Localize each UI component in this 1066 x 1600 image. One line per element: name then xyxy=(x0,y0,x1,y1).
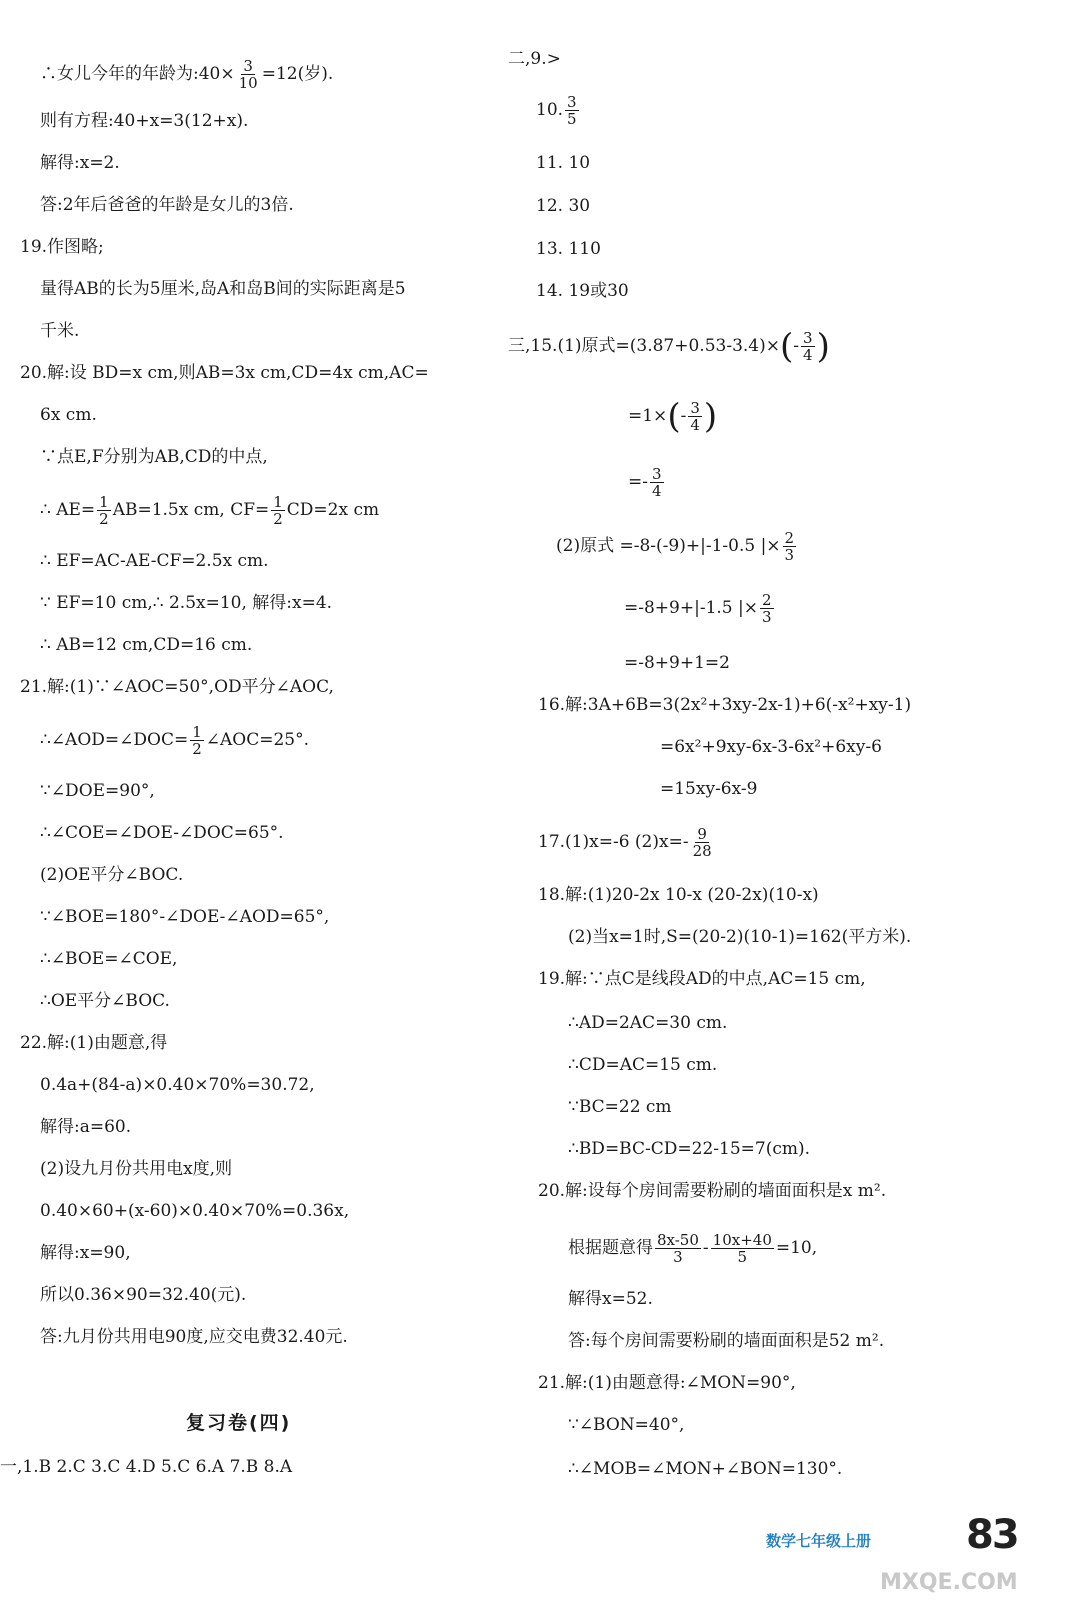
answer-line: 13. 110 xyxy=(536,239,601,259)
answer-line: ∵∠BON=40°, xyxy=(568,1415,685,1435)
fraction: $\frac{10x+40}{5}$ xyxy=(712,1231,772,1266)
answer-line: ∴OE平分∠BOC. xyxy=(40,991,170,1011)
question-18-heading: 18.解:(1)20-2x 10-x (20-2x)(10-x) xyxy=(538,885,819,905)
section-title: 复习卷(四) xyxy=(186,1412,292,1434)
answer-line: =1×(- $\frac{3}{4}$ ) xyxy=(628,396,718,437)
answer-line: =6x²+9xy-6x-3-6x²+6xy-6 xyxy=(660,737,882,757)
question-20-heading: 20.解:设每个房间需要粉刷的墙面面积是x m². xyxy=(538,1181,887,1201)
answer-line: ∵∠DOE=90°, xyxy=(40,781,155,801)
answer-line: 11. 10 xyxy=(536,153,591,173)
answer-line: =15xy-6x-9 xyxy=(660,779,758,799)
answer-line: ∴AD=2AC=30 cm. xyxy=(568,1013,728,1033)
answer-line: 0.40×60+(x-60)×0.40×70%=0.36x, xyxy=(40,1201,350,1221)
answer-line: =-8+9+1=2 xyxy=(624,653,730,673)
fraction: $\frac{2}{3}$ xyxy=(784,529,795,564)
answer-line: ∴∠MOB=∠MON+∠BON=130°. xyxy=(568,1459,843,1479)
answer-line: 则有方程:40+x=3(12+x). xyxy=(40,111,249,131)
answer-line: 量得AB的长为5厘米,岛A和岛B间的实际距离是5 xyxy=(40,279,406,299)
answer-line: ∴∠COE=∠DOE-∠DOC=65°. xyxy=(40,823,284,843)
answer-line: ∵点E,F分别为AB,CD的中点, xyxy=(40,447,268,467)
answer-line: 千米. xyxy=(40,321,80,341)
answer-line: (2)设九月份共用电x度,则 xyxy=(40,1159,233,1179)
answer-line: (2)原式 =-8-(-9)+|-1-0.5 |× $\frac{2}{3}$ xyxy=(556,529,795,564)
question-17-heading: 17.(1)x=-6 (2)x=- $\frac{9}{28}$ xyxy=(538,825,712,860)
fraction: $\frac{3}{5}$ xyxy=(567,93,577,128)
answer-line: 10. $\frac{3}{5}$ xyxy=(536,93,577,128)
answer-line: =-8+9+|-1.5 |× $\frac{2}{3}$ xyxy=(624,591,772,626)
answer-line: 答:2年后爸爸的年龄是女儿的3倍. xyxy=(40,195,294,215)
fraction: $\frac{2}{3}$ xyxy=(762,591,772,626)
watermark-text: MXQE.COM xyxy=(880,1570,1018,1595)
multiple-choice-answers: 一,1.B 2.C 3.C 4.D 5.C 6.A 7.B 8.A xyxy=(0,1457,293,1477)
answer-line: 6x cm. xyxy=(40,405,97,425)
fraction: $\frac{3}{4}$ xyxy=(652,465,662,500)
page-number: 83 xyxy=(966,1512,1018,1558)
answer-line: =- $\frac{3}{4}$ xyxy=(628,465,662,500)
answer-line: ∴BD=BC-CD=22-15=7(cm). xyxy=(568,1139,811,1159)
fraction: $\frac{1}{2}$ xyxy=(99,493,109,528)
fill-in-heading: 二,9.> xyxy=(508,49,561,69)
answer-line: ∴ AB=12 cm,CD=16 cm. xyxy=(40,635,253,655)
answer-line: ∴∠AOD=∠DOC= $\frac{1}{2}$ ∠AOC=25°. xyxy=(40,723,310,758)
fraction: $\frac{3}{4}$ xyxy=(803,329,813,364)
answer-line: 12. 30 xyxy=(536,196,591,216)
fraction: $\frac{1}{2}$ xyxy=(273,493,283,528)
question-19-heading: 19.作图略; xyxy=(20,237,104,257)
answer-line: 14. 19或30 xyxy=(536,281,629,301)
answer-line: ∴女儿今年的年龄为:40× $\frac{3}{10}$ =12(岁). xyxy=(40,57,334,92)
answer-line: 解得:x=2. xyxy=(40,153,120,173)
answer-line: 解得x=52. xyxy=(568,1289,653,1309)
answer-line: 解得:x=90, xyxy=(40,1243,131,1263)
answer-line: ∴CD=AC=15 cm. xyxy=(568,1055,718,1075)
question-22-heading: 22.解:(1)由题意,得 xyxy=(20,1033,168,1053)
calc-heading: 三,15.(1)原式=(3.87+0.53-3.4)×(- $\frac{3}{4}$ ) xyxy=(508,326,830,367)
answer-line: 答:九月份共用电90度,应交电费32.40元. xyxy=(40,1327,348,1347)
answer-line: (2)当x=1时,S=(20-2)(10-1)=162(平方米). xyxy=(568,927,912,947)
answer-line: ∵ EF=10 cm,∴ 2.5x=10, 解得:x=4. xyxy=(40,593,333,613)
question-21-heading: 21.解:(1)由题意得:∠MON=90°, xyxy=(538,1373,796,1393)
book-title-label: 数学七年级上册 xyxy=(766,1532,872,1550)
question-16-heading: 16.解:3A+6B=3(2x²+3xy-2x-1)+6(-x²+xy-1) xyxy=(538,695,912,715)
fraction: $\frac{1}{2}$ xyxy=(192,723,202,758)
answer-line: 0.4a+(84-a)×0.40×70%=30.72, xyxy=(40,1075,315,1095)
fraction: $\frac{3}{10}$ xyxy=(238,57,258,92)
answer-line: ∴ AE= $\frac{1}{2}$ AB=1.5x cm, CF= $\frac{1}{2}$ CD=2x cm xyxy=(40,493,380,528)
answer-line: 所以0.36×90=32.40(元). xyxy=(40,1285,247,1305)
answer-line: ∵∠BOE=180°-∠DOE-∠AOD=65°, xyxy=(40,907,330,927)
answer-line: 解得:a=60. xyxy=(40,1117,132,1137)
question-19-heading: 19.解:∵点C是线段AD的中点,AC=15 cm, xyxy=(538,969,866,989)
fraction: $\frac{3}{4}$ xyxy=(690,399,700,434)
answer-line: 答:每个房间需要粉刷的墙面面积是52 m². xyxy=(568,1331,885,1351)
question-21-heading: 21.解:(1)∵∠AOC=50°,OD平分∠AOC, xyxy=(20,677,334,697)
fraction: $\frac{8x-50}{3}$ xyxy=(657,1231,699,1266)
answer-line: 根据题意得 $\frac{8x-50}{3}$ - $\frac{10x+40}{5}$ =10, xyxy=(568,1231,818,1266)
answer-line: ∵BC=22 cm xyxy=(568,1097,672,1117)
answer-line: (2)OE平分∠BOC. xyxy=(40,865,184,885)
answer-line: ∴ EF=AC-AE-CF=2.5x cm. xyxy=(40,551,269,571)
answer-line: ∴∠BOE=∠COE, xyxy=(40,949,178,969)
question-20-heading: 20.解:设 BD=x cm,则AB=3x cm,CD=4x cm,AC= xyxy=(20,363,429,383)
fraction: $\frac{9}{28}$ xyxy=(692,825,712,860)
